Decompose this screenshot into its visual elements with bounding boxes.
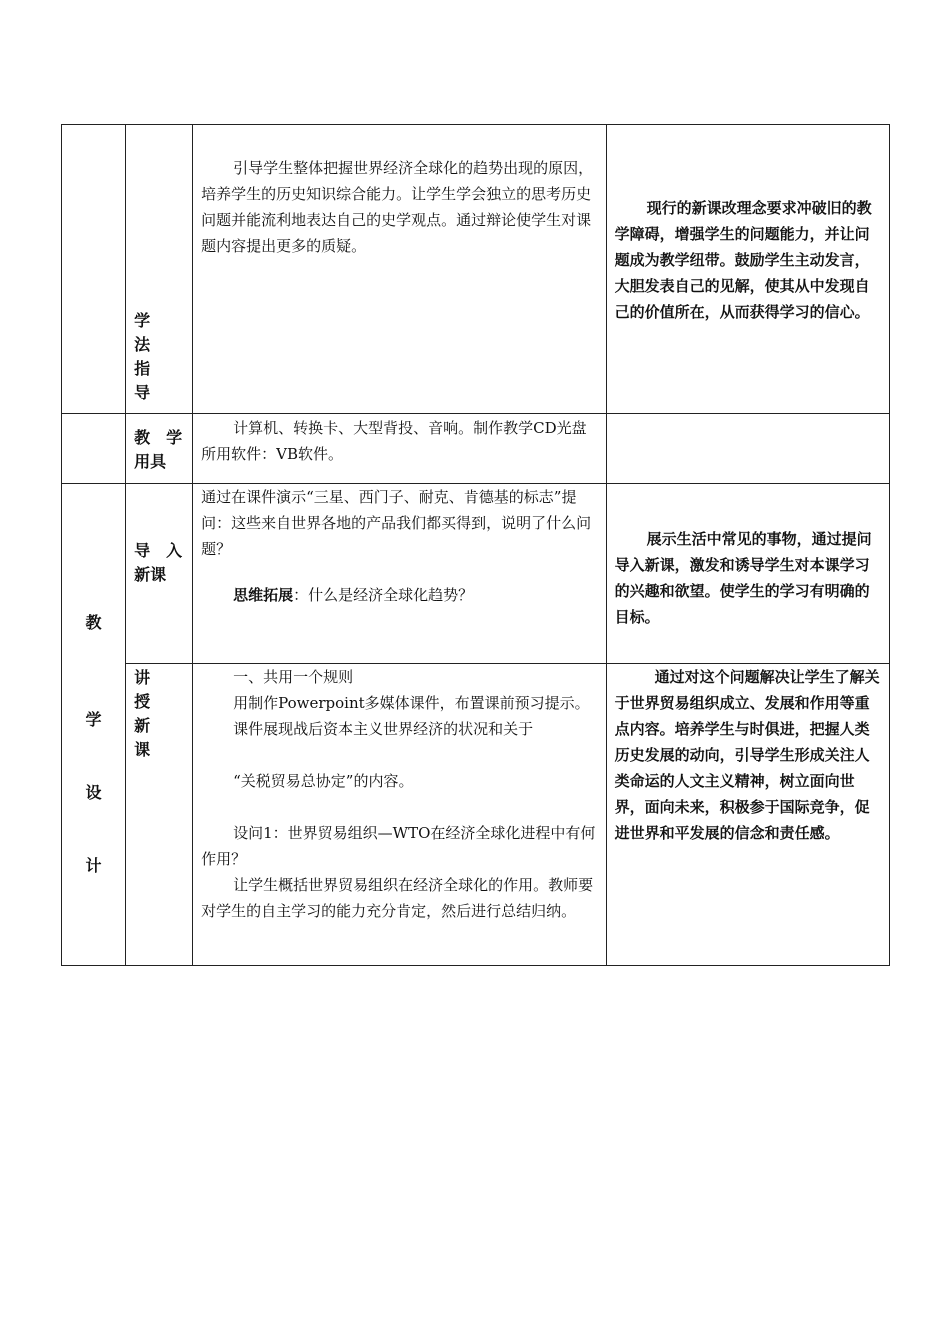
lesson-plan-table [61,124,890,966]
label-char: 授 [134,692,151,711]
note-text: 展示生活中常见的事物，通过提问导入新课，激发和诱导学生对本课学习的兴趣和欲望。使学生的学习有明确的目标。 [614,529,872,626]
label-xuefa [126,125,193,414]
label-line: 教 学 [134,428,183,447]
row-jiangshou [62,664,890,966]
note-yongju [606,414,889,484]
section-char: 教 [85,612,102,632]
content-text: 用制作Powerpoint多媒体课件，布置课前预习提示。 [233,694,590,712]
row-xuefa [62,125,890,414]
note-text: 现行的新课改理念要求冲破旧的教学障碍，增强学生的问题能力，并让问题成为教学纽带。鼓励学生主动发言，大胆发表自己的见解，使其从中发现自己的价值所在，从而获得学习的信心。 [614,199,872,321]
label-char: 课 [134,740,151,759]
row-daoru [62,484,890,664]
label-line: 新课 [134,564,167,584]
section-cell-empty [62,414,126,484]
note-daoru [606,484,889,664]
section-char: 学 [85,709,102,729]
extension-text: ：什么是经济全球化趋势？ [293,586,474,604]
label-char: 学 [134,311,151,330]
row-yongju [62,414,890,484]
content-text: 通过在课件演示“三星、西门子、耐克、肯德基的标志”提问：这些来自世界各地的产品我们都买得到，说明了什么问题？ [201,488,592,558]
section-char: 计 [85,855,102,875]
label-jiangshou [126,664,193,966]
content-text: 设问1：世界贸易组织—WTO在经济全球化进程中有何作用？ [201,824,596,868]
content-daoru [193,484,606,664]
content-yongju [193,414,606,484]
label-line: 用具 [134,452,167,471]
content-text: 让学生概括世界贸易组织在经济全球化的作用。教师要对学生的自主学习的能力充分肯定，然后进行总结归纳。 [201,876,594,920]
label-char: 导 [134,383,151,402]
section-heading: 一、共用一个规则 [233,668,354,686]
extension-line [201,582,597,608]
note-text: 通过对这个问题解决让学生了解关于世界贸易组织成立、发展和作用等重点内容。培养学生与时俱进，把握人类历史发展的动向，引导学生形成关注人类命运的人文主义精神，树立面向世界，面向未来，积极参于国际竞争，促进世界和平发展的信念和责任感。 [614,668,880,842]
label-char: 法 [134,335,151,354]
label-line: 导 入 [134,540,183,560]
extension-label: 思维拓展 [233,586,294,604]
label-char: 新 [134,716,151,735]
label-daoru [126,484,193,664]
note-jiangshou [606,664,889,966]
label-char: 指 [134,359,151,378]
content-text: 引导学生整体把握世界经济全球化的趋势出现的原因，培养学生的历史知识综合能力。让学生学会独立的思考历史问题并能流利地表达自己的史学观点。通过辩论使学生对课题内容提出更多的质疑。 [201,159,594,255]
label-yongju [126,414,193,484]
note-xuefa [606,125,889,414]
content-jiangshou [193,664,606,966]
section-cell-empty [62,125,126,414]
content-text: 计算机、转换卡、大型背投、音响。制作教学CD光盘所用软件：VB软件。 [201,419,587,463]
label-char: 讲 [134,668,151,687]
content-text: 课件展现战后资本主义世界经济的状况和关于 [233,720,534,738]
section-label-jiaoxue [62,484,126,966]
content-text: “关税贸易总协定”的内容。 [233,772,414,790]
section-char: 设 [85,782,102,802]
content-xuefa [193,125,606,414]
